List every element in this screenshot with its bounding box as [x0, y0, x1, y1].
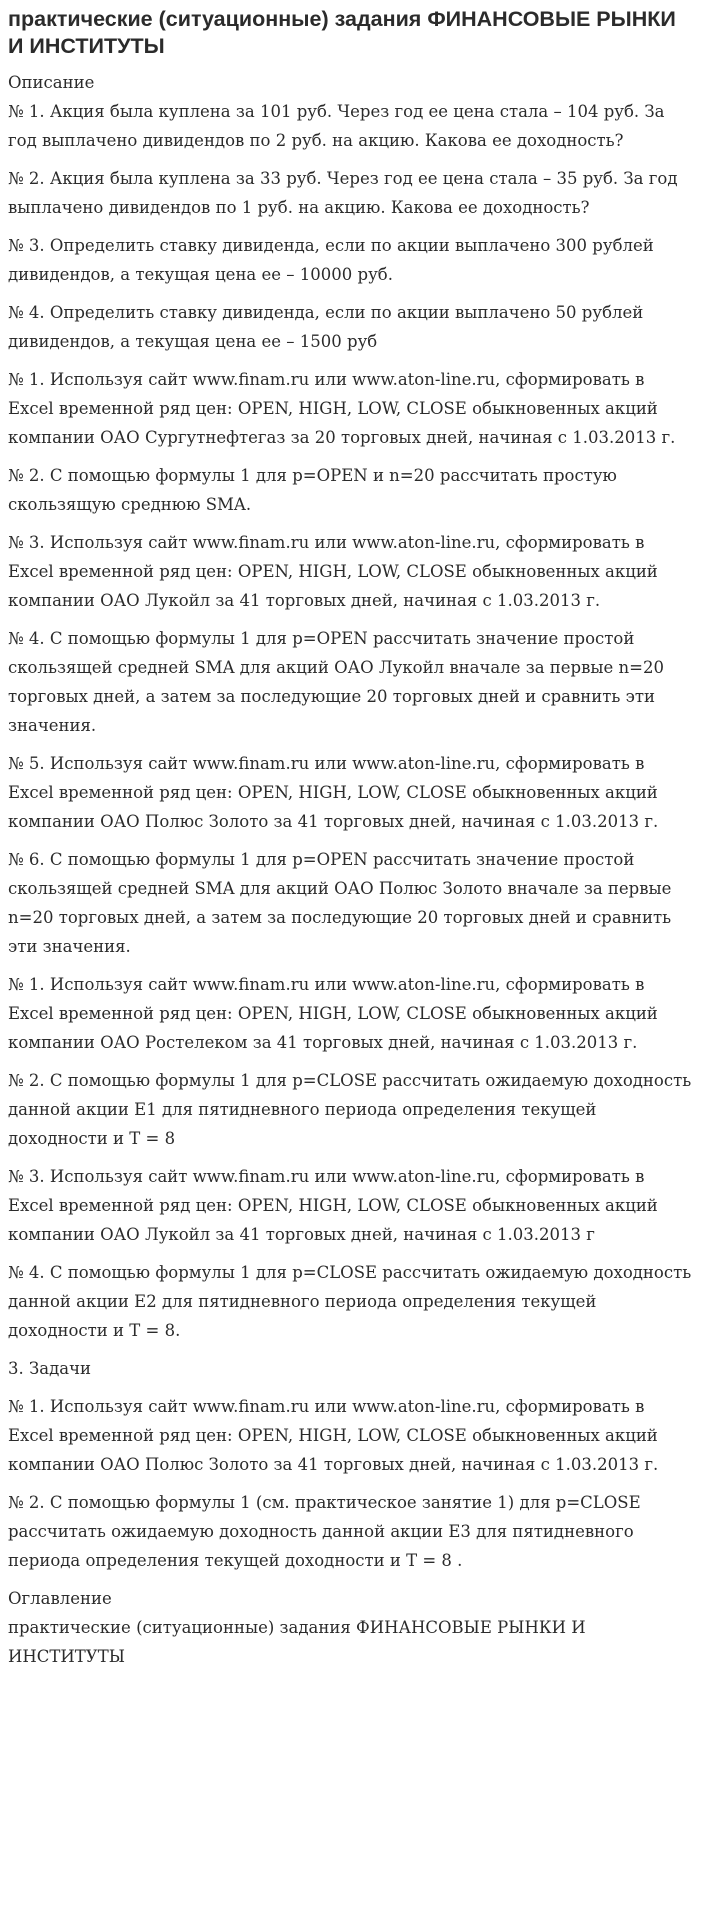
task-paragraph: № 3. Используя сайт www.finam.ru или www.aton-line.ru, сформировать в Excel временной ряд цен: OPEN, HIGH, LOW, CLOSE обыкновенных акций компании ОАО Лукойл за 41 торговых дней, начиная с 1.03.2013 г: [8, 1167, 658, 1244]
task-paragraph: № 3. Определить ставку дивиденда, если по акции выплачено 300 рублей дивидендов, а текущая цена ее – 10000 руб.: [8, 236, 654, 284]
task-paragraph: № 2. С помощью формулы 1 для p=CLOSE рассчитать ожидаемую доходность данной акции Е1 для пятидневного периода определения текущей доходности и Т = 8: [8, 1071, 692, 1148]
task-paragraph: № 2. С помощью формулы 1 (см. практическое занятие 1) для p=CLOSE рассчитать ожидаемую доходность данной акции Е3 для пятидневного периода определения текущей доходности и Т = 8 .: [8, 1493, 641, 1570]
section-3-heading: 3. Задачи: [8, 1359, 92, 1378]
task-paragraph: № 4. С помощью формулы 1 для p=CLOSE рассчитать ожидаемую доходность данной акции Е2 для пятидневного периода определения текущей доходности и Т = 8.: [8, 1263, 692, 1340]
task-paragraph: № 5. Используя сайт www.finam.ru или www.aton-line.ru, сформировать в Excel временной ряд цен: OPEN, HIGH, LOW, CLOSE обыкновенных акций компании ОАО Полюс Золото за 41 торговых дней, начиная с 1.03.2013 г.: [8, 754, 659, 831]
page-title: практические (ситуационные) задания ФИНАНСОВЫЕ РЫНКИ И ИНСТИТУТЫ: [8, 7, 676, 58]
task-paragraph: № 6. С помощью формулы 1 для p=OPEN рассчитать значение простой скользящей средней SMA для акций ОАО Полюс Золото вначале за первые n=20 торговых дней, а затем за последующие 20 торговых дней и сравнить эти значения.: [8, 850, 672, 956]
task-paragraph: № 1. Используя сайт www.finam.ru или www.aton-line.ru, сформировать в Excel временной ряд цен: OPEN, HIGH, LOW, CLOSE обыкновенных акций компании ОАО Полюс Золото за 41 торговых дней, начиная с 1.03.2013 г.: [8, 1397, 659, 1474]
task-paragraph: № 4. С помощью формулы 1 для p=OPEN рассчитать значение простой скользящей средней SMA для акций ОАО Лукойл вначале за первые n=20 торговых дней, а затем за последующие 20 торговых дней и сравнить эти значения.: [8, 629, 664, 735]
task-paragraph: № 4. Определить ставку дивиденда, если по акции выплачено 50 рублей дивидендов, а текущая цена ее – 1500 руб: [8, 303, 644, 351]
task-paragraph: № 1. Используя сайт www.finam.ru или www.aton-line.ru, сформировать в Excel временной ряд цен: OPEN, HIGH, LOW, CLOSE обыкновенных акций компании ОАО Сургутнефтегаз за 20 торговых дней, начиная с 1.03.2013 г.: [8, 370, 676, 447]
task-paragraph: № 2. Акция была куплена за 33 руб. Через год ее цена стала – 35 руб. За год выплачено дивидендов по 1 руб. на акцию. Какова ее доходность?: [8, 169, 678, 217]
task-paragraph: № 1. Используя сайт www.finam.ru или www.aton-line.ru, сформировать в Excel временной ряд цен: OPEN, HIGH, LOW, CLOSE обыкновенных акций компании ОАО Ростелеком за 41 торговых дней, начиная с 1.03.2013 г.: [8, 975, 658, 1052]
toc-heading: Оглавление: [8, 1589, 112, 1608]
task-paragraph: № 2. С помощью формулы 1 для p=OPEN и n=20 рассчитать простую скользящую среднюю SMA.: [8, 466, 617, 514]
task-paragraph: № 3. Используя сайт www.finam.ru или www.aton-line.ru, сформировать в Excel временной ряд цен: OPEN, HIGH, LOW, CLOSE обыкновенных акций компании ОАО Лукойл за 41 торговых дней, начиная с 1.03.2013 г.: [8, 533, 658, 610]
toc-item[interactable]: практические (ситуационные) задания ФИНАНСОВЫЕ РЫНКИ И ИНСТИТУТЫ: [8, 1618, 586, 1666]
task-paragraph: № 1. Акция была куплена за 101 руб. Через год ее цена стала – 104 руб. За год выплачено дивидендов по 2 руб. на акцию. Какова ее доходность?: [8, 102, 665, 150]
description-heading: Описание: [8, 73, 95, 92]
